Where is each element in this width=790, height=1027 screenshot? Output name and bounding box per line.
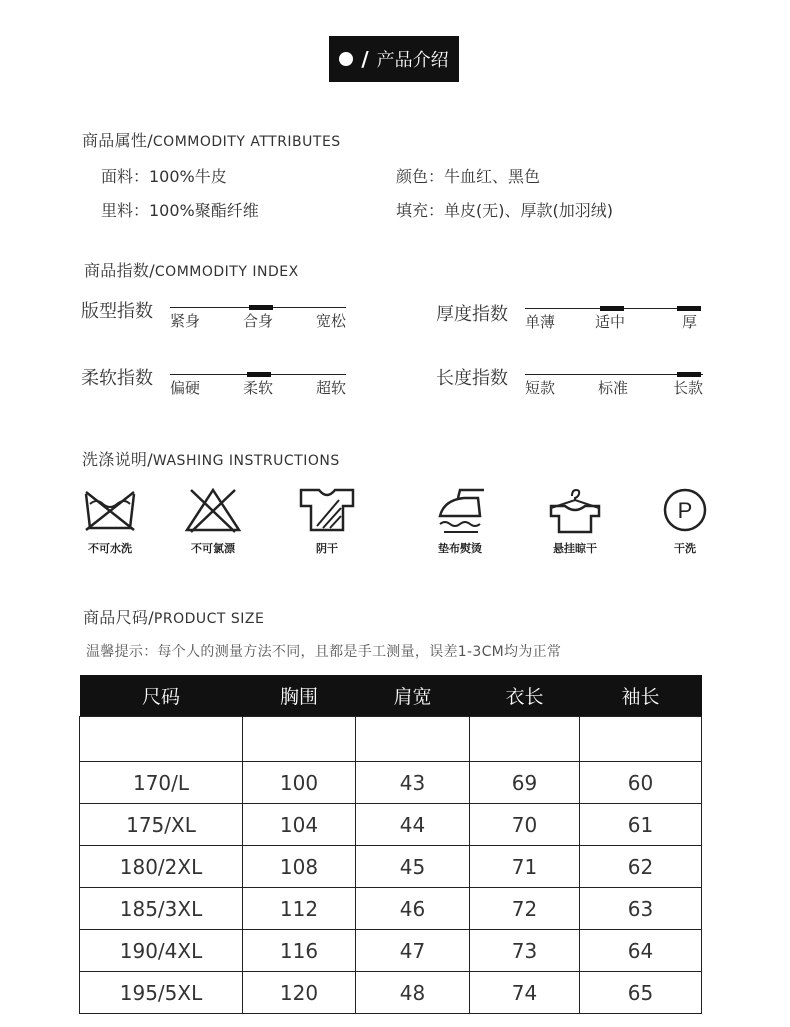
index-title-en: COMMODITY INDEX (154, 264, 299, 280)
softness-index-scale (170, 372, 346, 397)
table-cell: 65 (580, 972, 702, 1014)
table-cell: 116 (243, 930, 356, 972)
wash-item (70, 486, 150, 556)
table-row (80, 717, 702, 762)
wash-label: 垫布熨烫 (438, 542, 482, 555)
attributes-title (82, 128, 341, 151)
table-cell: 170/L (80, 762, 243, 804)
table-cell: 61 (580, 804, 702, 846)
table-cell (356, 717, 470, 762)
dry-clean-icon (655, 486, 715, 534)
table-cell: 45 (356, 846, 470, 888)
table-cell: 71 (470, 846, 580, 888)
table-row (80, 888, 702, 930)
dry-clean-symbol: P (677, 498, 693, 523)
column-header: 胸围 (243, 675, 356, 717)
index-title (84, 258, 299, 281)
table-row (80, 972, 702, 1014)
table-cell (80, 717, 243, 762)
table-cell: 47 (356, 930, 470, 972)
wash-label: 不可氯漂 (191, 542, 235, 555)
table-cell: 185/3XL (80, 888, 243, 930)
softness-index-label: 柔软指数 (81, 368, 153, 389)
no-bleach-icon (183, 486, 243, 534)
bullet-icon (339, 52, 353, 66)
lining-text: 里料：100%聚酯纤维 (101, 201, 259, 220)
scale-tick: 标准 (598, 379, 629, 397)
wash-item (287, 486, 367, 556)
header-title: 产品介绍 (376, 50, 449, 71)
scale-tick: 偏硬 (170, 379, 201, 397)
table-cell: 120 (243, 972, 356, 1014)
iron-with-cloth-icon (430, 486, 490, 534)
table-cell: 104 (243, 804, 356, 846)
no-wash-icon (80, 486, 140, 534)
measurement-tip: 温馨提示：每个人的测量方法不同，且都是手工测量，误差1-3CM均为正常 (86, 644, 562, 660)
table-cell: 62 (580, 846, 702, 888)
wash-item (173, 486, 253, 556)
table-cell: 48 (356, 972, 470, 1014)
table-cell: 195/5XL (80, 972, 243, 1014)
wash-item (535, 486, 615, 556)
attributes-title-en: COMMODITY ATTRIBUTES (152, 134, 341, 150)
table-row (80, 846, 702, 888)
table-cell: 46 (356, 888, 470, 930)
scale-tick: 宽松 (315, 312, 346, 330)
scale-tick: 柔软 (243, 379, 274, 397)
column-header: 衣长 (470, 675, 580, 717)
scale-tick: 短款 (525, 379, 556, 397)
section-header (329, 36, 459, 82)
table-cell: 43 (356, 762, 470, 804)
column-header: 肩宽 (356, 675, 470, 717)
scale-tick: 超软 (315, 379, 346, 397)
shade-dry-icon (297, 486, 357, 534)
table-cell: 112 (243, 888, 356, 930)
table-cell: 44 (356, 804, 470, 846)
filling-text: 填充：单皮(无)、厚款(加羽绒) (396, 201, 613, 220)
attributes-title-cn: 商品属性/ (82, 131, 153, 150)
scale-tick: 紧身 (170, 312, 201, 330)
table-row (80, 930, 702, 972)
fit-index-scale (170, 305, 346, 330)
table-cell: 190/4XL (80, 930, 243, 972)
table-cell (580, 717, 702, 762)
fit-index-label: 版型指数 (81, 301, 153, 322)
wash-label: 阴干 (316, 542, 338, 555)
size-title-cn: 商品尺码/ (83, 608, 154, 627)
table-row (80, 762, 702, 804)
fabric-text: 面料：100%牛皮 (101, 167, 227, 186)
thickness-index-label: 厚度指数 (436, 304, 508, 325)
table-cell: 100 (243, 762, 356, 804)
column-header: 尺码 (80, 675, 243, 717)
table-cell: 64 (580, 930, 702, 972)
table-cell: 63 (580, 888, 702, 930)
table-header-row (80, 675, 702, 717)
wash-label: 不可水洗 (88, 542, 132, 555)
washing-title-en: WASHING INSTRUCTIONS (152, 453, 340, 469)
wash-item (645, 486, 725, 556)
length-index-label: 长度指数 (436, 368, 508, 389)
column-header: 袖长 (580, 675, 702, 717)
size-table (79, 675, 702, 1014)
wash-label: 干洗 (674, 542, 696, 555)
wash-label: 悬挂晾干 (553, 542, 597, 555)
size-title-en: PRODUCT SIZE (153, 611, 265, 627)
index-title-cn: 商品指数/ (84, 261, 155, 280)
washing-title-cn: 洗涤说明/ (82, 450, 153, 469)
hang-dry-icon (545, 486, 605, 534)
table-cell (243, 717, 356, 762)
thickness-index-scale (525, 306, 701, 331)
table-cell: 60 (580, 762, 702, 804)
table-cell: 180/2XL (80, 846, 243, 888)
table-cell (470, 717, 580, 762)
washing-title (82, 447, 340, 470)
color-text: 颜色：牛血红、黑色 (396, 167, 541, 186)
table-cell: 70 (470, 804, 580, 846)
table-cell: 69 (470, 762, 580, 804)
table-cell: 175/XL (80, 804, 243, 846)
table-cell: 108 (243, 846, 356, 888)
header-slash: / (361, 47, 369, 71)
scale-tick: 长款 (672, 379, 703, 397)
scale-tick: 合身 (243, 312, 274, 330)
scale-tick: 单薄 (525, 313, 556, 331)
table-cell: 73 (470, 930, 580, 972)
scale-tick: 厚 (681, 313, 697, 331)
scale-tick: 适中 (595, 313, 626, 331)
length-index-scale (525, 372, 703, 397)
size-title (83, 605, 264, 628)
table-cell: 74 (470, 972, 580, 1014)
table-row (80, 804, 702, 846)
table-cell: 72 (470, 888, 580, 930)
wash-item (420, 486, 500, 556)
